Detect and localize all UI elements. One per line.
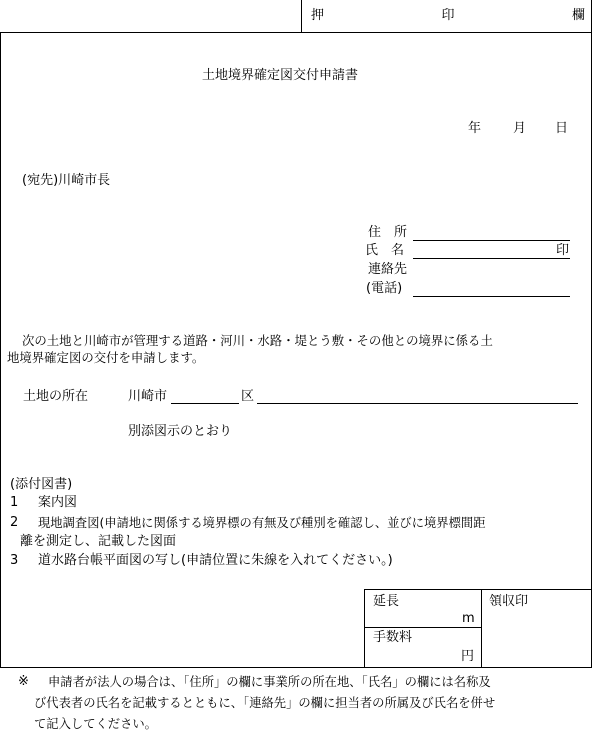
phone-field-line[interactable] — [413, 296, 570, 297]
stamp-box-left-border — [301, 0, 302, 33]
request-text-line-2: 地境界確定図の交付を申請します。 — [7, 350, 205, 365]
main-frame-top-border — [0, 32, 592, 33]
name-field-line[interactable] — [413, 258, 570, 259]
length-label: 延長 — [373, 594, 400, 609]
stamp-field-header — [311, 8, 585, 24]
attachment-item-2-text: 現地調査図(申請地に関係する境界標の有無及び種別を確認し、並びに境界標間距 — [38, 516, 486, 530]
attachments-heading: (添付図書) — [10, 477, 73, 492]
seal-mark: 印 — [556, 243, 570, 258]
footnote-line-1: 申請者が法人の場合は、「住所」の欄に事業所の所在地、「氏名」の欄には名称及 — [48, 675, 491, 689]
stamp-char-1: 押 — [311, 8, 325, 23]
attachment-item-1-number: 1 — [10, 495, 19, 510]
date-day-label: 日 — [555, 121, 569, 136]
attachment-item-3-text: 道水路台帳平面図の写し(申請位置に朱線を入れてください。) — [38, 553, 393, 568]
fees-box-top-border — [364, 589, 592, 590]
fee-label: 手数料 — [373, 630, 413, 645]
main-frame-left-border — [0, 32, 1, 668]
fees-box-left-border — [364, 589, 365, 668]
stamp-char-2: 印 — [441, 8, 455, 23]
location-address-field-line[interactable] — [257, 403, 578, 404]
address-field-line[interactable] — [413, 240, 570, 241]
length-unit: m — [462, 611, 475, 626]
location-city: 川崎市 — [128, 389, 168, 404]
attachment-item-2-number: 2 — [10, 515, 19, 530]
location-note: 別添図示のとおり — [128, 424, 233, 439]
location-label: 土地の所在 — [23, 389, 89, 404]
main-frame-bottom-border — [0, 667, 592, 668]
stamp-char-3: 欄 — [571, 8, 585, 23]
fees-box-row-divider — [364, 627, 481, 628]
name-label: 氏 名 — [365, 243, 405, 258]
date-year-label: 年 — [468, 121, 482, 136]
attachment-item-3-number: 3 — [10, 553, 19, 568]
location-ward-field-line[interactable] — [171, 403, 239, 404]
fees-box-divider — [481, 589, 482, 668]
fee-unit: 円 — [461, 649, 475, 664]
location-ward-suffix: 区 — [241, 389, 255, 404]
footnote-line-3: て記入してください。 — [34, 717, 157, 731]
footnote-mark: ※ — [18, 674, 29, 689]
phone-label: (電話) — [366, 281, 403, 296]
address-label: 住 所 — [368, 225, 408, 240]
date-month-label: 月 — [513, 121, 527, 136]
receipt-stamp-label: 領収印 — [489, 594, 529, 609]
request-text-line-1: 次の土地と川崎市が管理する道路・河川・水路・堤とう敷・その他との境界に係る土 — [22, 333, 493, 348]
document-title: 土地境界確定図交付申請書 — [202, 68, 359, 83]
attachment-item-2-continuation: 離を測定し、記載した図面 — [20, 534, 177, 549]
attachment-item-1-text: 案内図 — [38, 495, 78, 510]
footnote-line-2: び代表者の氏名を記載するとともに、「連絡先」の欄に担当者の所属及び氏名を併せ — [34, 696, 496, 710]
contact-label: 連絡先 — [368, 262, 408, 277]
addressee: (宛先)川崎市長 — [22, 173, 111, 188]
